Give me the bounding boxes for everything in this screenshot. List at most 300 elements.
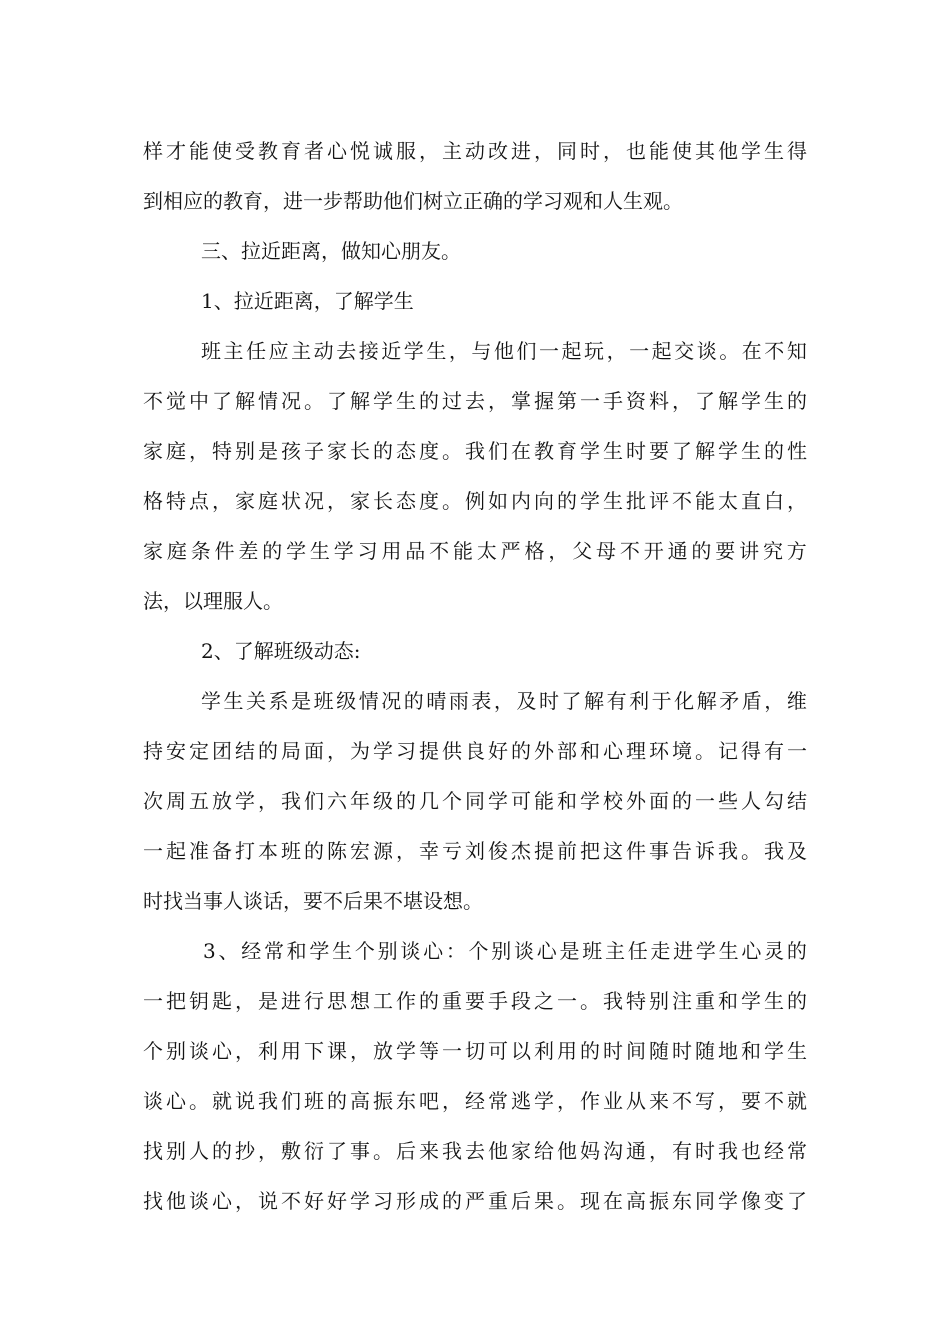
text-char: 级 bbox=[373, 789, 393, 813]
text-char: 学 bbox=[741, 389, 761, 413]
text-char: ， bbox=[548, 539, 569, 563]
text-char: ， bbox=[557, 1089, 577, 1113]
text-char: 的 bbox=[764, 439, 784, 463]
text-char: 好 bbox=[488, 739, 508, 763]
text-char: 学 bbox=[488, 789, 508, 813]
text-char: 去 bbox=[465, 1139, 485, 1163]
text-char: ， bbox=[672, 389, 692, 413]
text-char: 们 bbox=[488, 439, 508, 463]
text-char: 悦 bbox=[350, 139, 370, 163]
text-char: 特 bbox=[626, 989, 646, 1013]
text-char: 讲 bbox=[739, 539, 760, 563]
text-char: 学 bbox=[580, 789, 600, 813]
text-char: 源 bbox=[373, 839, 393, 863]
text-char: 习 bbox=[357, 539, 378, 563]
text-char: 能 bbox=[189, 139, 209, 163]
text-char: 教 bbox=[534, 439, 554, 463]
text-char: 高 bbox=[350, 1089, 370, 1113]
text-char: 任 bbox=[627, 939, 648, 963]
text-char: 一 bbox=[538, 339, 559, 363]
text-char: 我 bbox=[764, 839, 784, 863]
text-char: 改 bbox=[488, 139, 508, 163]
text-char: 些 bbox=[718, 789, 738, 813]
text-char: 样 bbox=[143, 139, 163, 163]
text-char: 心 bbox=[741, 939, 762, 963]
text-char: 工 bbox=[373, 989, 393, 1013]
text-char: 一 bbox=[629, 339, 650, 363]
text-char: 、 bbox=[218, 939, 239, 963]
text-char: 们 bbox=[516, 339, 537, 363]
text-char: 能 bbox=[649, 139, 669, 163]
text-char: 一 bbox=[143, 989, 163, 1013]
text-char: 等 bbox=[419, 1039, 439, 1063]
text-char: ， bbox=[327, 739, 347, 763]
text-line bbox=[143, 1086, 807, 1116]
text-char: 走 bbox=[650, 939, 671, 963]
text-char: 学 bbox=[350, 1189, 370, 1213]
text-char: 用 bbox=[557, 1039, 577, 1063]
text-char: 进 bbox=[673, 939, 694, 963]
text-char: 之 bbox=[534, 989, 554, 1013]
text-char: 行 bbox=[304, 989, 324, 1013]
text-char: 了 bbox=[695, 389, 715, 413]
text-char: 别 bbox=[235, 439, 255, 463]
text-char: 高 bbox=[626, 1189, 646, 1213]
text-char: 系 bbox=[268, 689, 289, 713]
text-char: 年 bbox=[350, 789, 370, 813]
text-char: 重 bbox=[442, 989, 462, 1013]
text-char: 应 bbox=[268, 339, 289, 363]
text-char: 家 bbox=[327, 439, 347, 463]
text-char: 前 bbox=[557, 839, 577, 863]
text-char: 直 bbox=[741, 489, 761, 513]
text-char: 学 bbox=[309, 939, 330, 963]
text-char: 主 bbox=[442, 139, 462, 163]
text-char: 就 bbox=[787, 1089, 807, 1113]
text-char: 抄 bbox=[235, 1139, 255, 1163]
text-char: 的 bbox=[373, 439, 393, 463]
text-char: 持 bbox=[143, 739, 163, 763]
text-char: 给 bbox=[534, 1139, 554, 1163]
text-char: 维 bbox=[786, 689, 807, 713]
text-char: 不 bbox=[143, 389, 163, 413]
text-char: 他 bbox=[488, 1139, 508, 1163]
text-char: 子 bbox=[304, 439, 324, 463]
text-char: ， bbox=[603, 139, 623, 163]
text-char: 是 bbox=[258, 989, 278, 1013]
text-char: 的 bbox=[580, 1039, 600, 1063]
text-char: 心 bbox=[327, 139, 347, 163]
text-char: ， bbox=[649, 1139, 669, 1163]
text-char: 学 bbox=[373, 739, 393, 763]
text-char: 以 bbox=[511, 1039, 531, 1063]
text-char: 时 bbox=[603, 1039, 623, 1063]
text-char: 交 bbox=[674, 339, 695, 363]
text-char: 谈 bbox=[189, 1189, 209, 1213]
text-char: 度 bbox=[419, 489, 439, 513]
text-char: 环 bbox=[649, 739, 669, 763]
text-char: 通 bbox=[667, 539, 688, 563]
text-char: 表 bbox=[471, 689, 492, 713]
text-char: 可 bbox=[511, 789, 531, 813]
text-char: 主 bbox=[223, 339, 244, 363]
text-char: ， bbox=[396, 839, 416, 863]
text-char: 一 bbox=[557, 989, 577, 1013]
text-char: 经 bbox=[241, 939, 262, 963]
text-char: 玩 bbox=[584, 339, 605, 363]
text-char: 究 bbox=[762, 539, 783, 563]
text-char: 太 bbox=[718, 489, 738, 513]
text-char: 了 bbox=[561, 689, 582, 713]
text-char: 握 bbox=[534, 389, 554, 413]
text-char: 灵 bbox=[764, 939, 785, 963]
text-char: 在 bbox=[741, 339, 762, 363]
text-char: 现 bbox=[580, 1189, 600, 1213]
text-char: 格 bbox=[143, 489, 163, 513]
text-char: 使 bbox=[212, 139, 232, 163]
text-char: 供 bbox=[442, 739, 462, 763]
text-line bbox=[143, 436, 807, 466]
text-char: 生 bbox=[764, 989, 784, 1013]
text-char: 课 bbox=[327, 1039, 347, 1063]
text-char: 解 bbox=[584, 689, 605, 713]
text-char: 生 bbox=[223, 689, 244, 713]
text-char: 和 bbox=[580, 739, 600, 763]
text-char: 及 bbox=[787, 839, 807, 863]
text-char: 一 bbox=[580, 389, 600, 413]
text-char: 差 bbox=[238, 539, 259, 563]
text-char: 中 bbox=[189, 389, 209, 413]
text-char: 母 bbox=[596, 539, 617, 563]
text-char: 一 bbox=[442, 1039, 462, 1063]
text-char: 变 bbox=[764, 1189, 784, 1213]
text-char: 我 bbox=[442, 1139, 462, 1163]
text-char: 学 bbox=[403, 339, 424, 363]
text-char: 记 bbox=[718, 739, 738, 763]
text-char: 生 bbox=[603, 439, 623, 463]
text-char: 学 bbox=[373, 389, 393, 413]
text-char: 班 bbox=[582, 939, 603, 963]
text-char: 时 bbox=[626, 439, 646, 463]
text-char: 想 bbox=[350, 989, 370, 1013]
text-char: 学 bbox=[741, 139, 761, 163]
text-char: 主 bbox=[291, 339, 312, 363]
text-char: 陈 bbox=[327, 839, 347, 863]
text-char: 学 bbox=[741, 989, 761, 1013]
subsection-heading: 1、拉近距离，了解学生 bbox=[201, 289, 414, 313]
text-char: 件 bbox=[214, 539, 235, 563]
text-char: 别 bbox=[166, 1139, 186, 1163]
text-char: 主 bbox=[604, 939, 625, 963]
text-char: ， bbox=[787, 489, 807, 513]
text-char: 要 bbox=[741, 1089, 761, 1113]
text-char: 得 bbox=[787, 139, 807, 163]
text-char: 于 bbox=[651, 689, 672, 713]
text-char: 白 bbox=[764, 489, 784, 513]
text-char: 料 bbox=[649, 389, 669, 413]
text-char: 六 bbox=[327, 789, 347, 813]
text-char: 关 bbox=[246, 689, 267, 713]
text-char: 我 bbox=[465, 439, 485, 463]
text-char: 的 bbox=[511, 739, 531, 763]
text-char: 外 bbox=[534, 739, 554, 763]
text-char: 的 bbox=[258, 739, 278, 763]
text-char: 情 bbox=[358, 689, 379, 713]
text-char: 内 bbox=[511, 489, 531, 513]
text-char: 要 bbox=[465, 989, 485, 1013]
text-char: 况 bbox=[281, 389, 301, 413]
text-char: 知 bbox=[786, 339, 807, 363]
text-char: 别 bbox=[377, 939, 398, 963]
text-char: 人 bbox=[741, 789, 761, 813]
text-char: 他 bbox=[557, 1139, 577, 1163]
text-char: 说 bbox=[258, 1189, 278, 1213]
text-char: 学 bbox=[333, 539, 354, 563]
text-char: 服 bbox=[396, 139, 416, 163]
text-char: 与 bbox=[471, 339, 492, 363]
text-char: 钥 bbox=[189, 989, 209, 1013]
text-char: 好 bbox=[304, 1189, 324, 1213]
text-char: 逃 bbox=[511, 1089, 531, 1113]
text-char: 可 bbox=[488, 1039, 508, 1063]
text-char: 作 bbox=[396, 989, 416, 1013]
text-char: 境 bbox=[672, 739, 692, 763]
text-char: ， bbox=[606, 339, 627, 363]
text-char: 幸 bbox=[419, 839, 439, 863]
text-char: 孩 bbox=[281, 439, 301, 463]
text-char: 掌 bbox=[511, 389, 531, 413]
text-char: 才 bbox=[166, 139, 186, 163]
text-char: 就 bbox=[212, 1089, 232, 1113]
text-char: 的 bbox=[557, 489, 577, 513]
text-char: 严 bbox=[465, 1189, 485, 1213]
text-char: 第 bbox=[557, 389, 577, 413]
text-char: 晴 bbox=[426, 689, 447, 713]
text-char: 亏 bbox=[442, 839, 462, 863]
text-char: ， bbox=[235, 1189, 255, 1213]
text-char: 态 bbox=[396, 489, 416, 513]
text-char: 使 bbox=[672, 139, 692, 163]
text-char: 说 bbox=[235, 1089, 255, 1113]
text-char: 评 bbox=[649, 489, 669, 513]
text-char: 时 bbox=[672, 1039, 692, 1063]
text-char: 的 bbox=[396, 789, 416, 813]
text-char: 提 bbox=[534, 839, 554, 863]
text-char: 谈 bbox=[514, 939, 535, 963]
text-char: 理 bbox=[626, 739, 646, 763]
text-char: 家 bbox=[511, 1139, 531, 1163]
text-char: 和 bbox=[557, 789, 577, 813]
text-char: 去 bbox=[336, 339, 357, 363]
text-char: 是 bbox=[258, 439, 278, 463]
text-char: 用 bbox=[381, 539, 402, 563]
text-char: 学 bbox=[580, 439, 600, 463]
text-char: 严 bbox=[500, 539, 521, 563]
text-char: ， bbox=[534, 139, 554, 163]
text-char: 庭 bbox=[166, 439, 186, 463]
text-char: 雨 bbox=[448, 689, 469, 713]
text-char: 了 bbox=[327, 1139, 347, 1163]
text-char: 部 bbox=[557, 739, 577, 763]
text-char: 用 bbox=[281, 1039, 301, 1063]
text-char: 动 bbox=[465, 139, 485, 163]
text-char: 受 bbox=[235, 139, 255, 163]
text-char: ， bbox=[212, 489, 232, 513]
text-char: 教 bbox=[258, 139, 278, 163]
text-char: 是 bbox=[559, 939, 580, 963]
text-char: 班 bbox=[304, 1089, 324, 1113]
text-char: 的 bbox=[691, 539, 712, 563]
text-char: 条 bbox=[190, 539, 211, 563]
text-char: 资 bbox=[626, 389, 646, 413]
text-char: 格 bbox=[524, 539, 545, 563]
text-char: 。 bbox=[580, 989, 600, 1013]
text-char: 常 bbox=[263, 939, 284, 963]
text-char: 利 bbox=[629, 689, 650, 713]
text-char: 生 bbox=[332, 939, 353, 963]
text-char: 找 bbox=[143, 1189, 163, 1213]
text-char: 找 bbox=[143, 1139, 163, 1163]
text-char: 下 bbox=[304, 1039, 324, 1063]
text-char: 批 bbox=[626, 489, 646, 513]
text-char: 个 bbox=[442, 789, 462, 813]
text-char: 生 bbox=[396, 389, 416, 413]
text-char: 态 bbox=[396, 439, 416, 463]
text-line bbox=[201, 336, 807, 366]
text-char: 东 bbox=[672, 1189, 692, 1213]
text-char: 育 bbox=[557, 439, 577, 463]
text-char: 面 bbox=[304, 739, 324, 763]
text-char: 备 bbox=[212, 839, 232, 863]
text-line bbox=[143, 736, 807, 766]
text-char: 诉 bbox=[695, 839, 715, 863]
text-char: 们 bbox=[281, 1089, 301, 1113]
text-char: 沟 bbox=[603, 1139, 623, 1163]
text-char: 间 bbox=[626, 1039, 646, 1063]
text-char: 生 bbox=[309, 539, 330, 563]
text-char: 放 bbox=[212, 789, 232, 813]
text-char: 班 bbox=[313, 689, 334, 713]
text-char: 常 bbox=[787, 1139, 807, 1163]
text-char: 起 bbox=[166, 839, 186, 863]
text-char: 本 bbox=[258, 839, 278, 863]
text-char: 的 bbox=[442, 1189, 462, 1213]
text-char: 作 bbox=[580, 1089, 600, 1113]
text-char: 谈 bbox=[696, 339, 717, 363]
text-char: ， bbox=[258, 1139, 278, 1163]
text-char: 事 bbox=[350, 1139, 370, 1163]
text-char: 长 bbox=[350, 439, 370, 463]
text-char: 也 bbox=[741, 1139, 761, 1163]
text-char: ， bbox=[350, 1039, 370, 1063]
text-char: 东 bbox=[396, 1089, 416, 1113]
text-char: 通 bbox=[626, 1139, 646, 1163]
text-char: 能 bbox=[452, 539, 473, 563]
text-char: ， bbox=[235, 989, 255, 1013]
text-char: 进 bbox=[281, 989, 301, 1013]
text-char: 生 bbox=[426, 339, 447, 363]
text-char: ， bbox=[258, 789, 278, 813]
text-char: 的 bbox=[786, 939, 807, 963]
text-line: 法，以理服人。 bbox=[143, 589, 283, 613]
text-char: 的 bbox=[419, 989, 439, 1013]
text-char: 不 bbox=[672, 1089, 692, 1113]
text-char: 的 bbox=[419, 389, 439, 413]
text-char: 同 bbox=[557, 139, 577, 163]
text-char: 个 bbox=[468, 939, 489, 963]
text-char: 后 bbox=[396, 1139, 416, 1163]
text-char: 解 bbox=[695, 439, 715, 463]
text-char: 过 bbox=[442, 389, 462, 413]
text-char: 果 bbox=[534, 1189, 554, 1213]
text-char: 的 bbox=[403, 689, 424, 713]
text-line bbox=[143, 1136, 807, 1166]
text-char: 任 bbox=[246, 339, 267, 363]
text-char: 长 bbox=[373, 489, 393, 513]
text-char: ， bbox=[718, 1089, 738, 1113]
text-char: 。 bbox=[741, 839, 761, 863]
text-char: 学 bbox=[201, 689, 221, 713]
text-char: 了 bbox=[787, 1189, 807, 1213]
text-char: 他 bbox=[166, 1189, 186, 1213]
text-char: 打 bbox=[235, 839, 255, 863]
text-char: 别 bbox=[649, 989, 669, 1013]
text-char: 解 bbox=[696, 689, 717, 713]
text-char: 家 bbox=[143, 439, 163, 463]
text-char: ： bbox=[445, 939, 466, 963]
text-char: 利 bbox=[258, 1039, 278, 1063]
text-line bbox=[201, 686, 807, 716]
text-char: 放 bbox=[373, 1039, 393, 1063]
text-char: 时 bbox=[580, 139, 600, 163]
text-char: 能 bbox=[534, 789, 554, 813]
text-line: 到相应的教育，进一步帮助他们树立正确的学习观和人生观。 bbox=[143, 189, 683, 213]
text-char: 者 bbox=[304, 139, 324, 163]
text-char: 手 bbox=[603, 389, 623, 413]
text-char: 品 bbox=[405, 539, 426, 563]
text-char: 生 bbox=[741, 439, 761, 463]
text-char: 定 bbox=[189, 739, 209, 763]
text-char: 生 bbox=[764, 139, 784, 163]
text-char: 人 bbox=[189, 1139, 209, 1163]
text-char: 觉 bbox=[166, 389, 186, 413]
text-char: 生 bbox=[718, 939, 739, 963]
text-char: 俊 bbox=[488, 839, 508, 863]
text-char: 经 bbox=[465, 1089, 485, 1113]
text-char: 家 bbox=[350, 489, 370, 513]
text-char: 一 bbox=[143, 839, 163, 863]
text-char: 为 bbox=[350, 739, 370, 763]
text-char: 匙 bbox=[212, 989, 232, 1013]
text-char: 。 bbox=[695, 739, 715, 763]
text-char: 安 bbox=[166, 739, 186, 763]
text-char: 次 bbox=[143, 789, 163, 813]
text-char: 向 bbox=[534, 489, 554, 513]
text-char: 。 bbox=[442, 439, 462, 463]
text-char: 校 bbox=[603, 789, 623, 813]
text-char: 习 bbox=[373, 1189, 393, 1213]
text-char: 学 bbox=[580, 489, 600, 513]
text-char: ， bbox=[442, 1089, 462, 1113]
text-line bbox=[143, 986, 807, 1016]
text-char: 。 bbox=[189, 1089, 209, 1113]
text-char: 和 bbox=[286, 939, 307, 963]
text-char: 手 bbox=[488, 989, 508, 1013]
text-char: 从 bbox=[626, 1089, 646, 1113]
text-char: 性 bbox=[787, 439, 807, 463]
text-char: 个 bbox=[143, 1039, 163, 1063]
text-char: ， bbox=[488, 389, 508, 413]
